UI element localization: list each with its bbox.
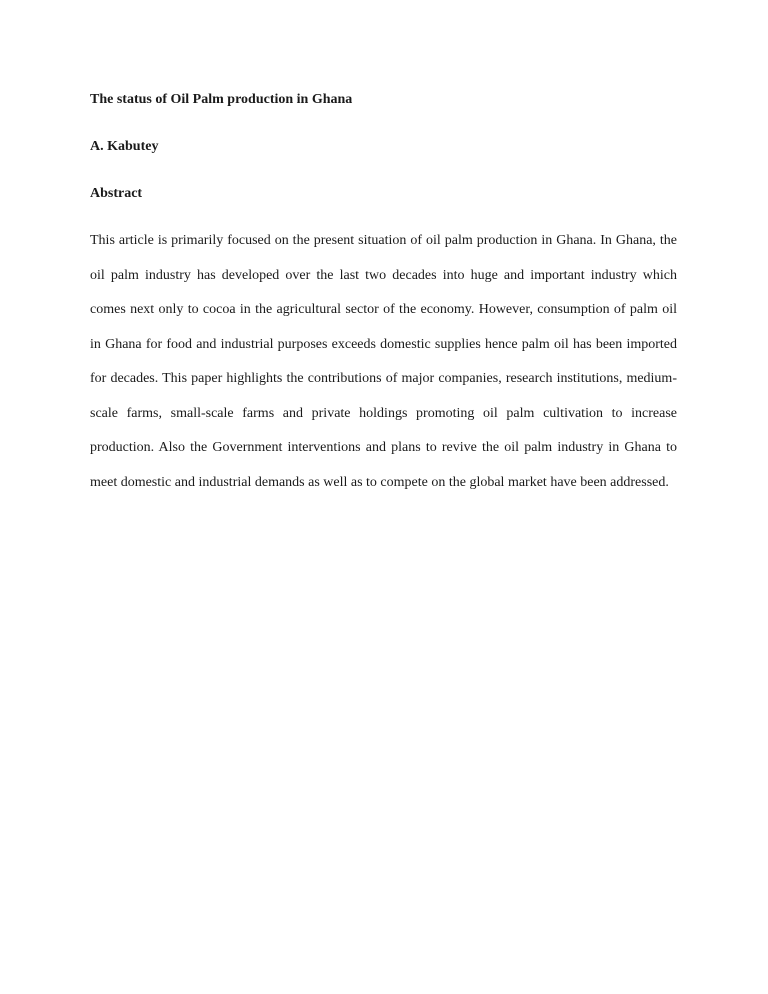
abstract-paragraph: This article is primarily focused on the present situation of oil palm production in Ghana. In Ghana, the oil palm industry has developed over the last two decades into huge and important industry which comes next only to cocoa in the agricultural sector of the economy. However, consumption of palm oil in Ghana for food and industrial purposes exceeds domestic supplies hence palm oil has been imported for decades. This paper highlights the contributions of major companies, research institutions, medium-scale farms, small-scale farms and private holdings promoting oil palm cultivation to increase production. Also the Government interventions and plans to revive the oil palm industry in Ghana to meet domestic and industrial demands as well as to compete on the global market have been addressed. (90, 233, 677, 490)
paper-title: The status of Oil Palm production in Ghana (90, 92, 353, 107)
abstract-heading: Abstract (90, 186, 143, 201)
document-page (90, 90, 677, 500)
paper-author: A. Kabutey (90, 139, 159, 154)
